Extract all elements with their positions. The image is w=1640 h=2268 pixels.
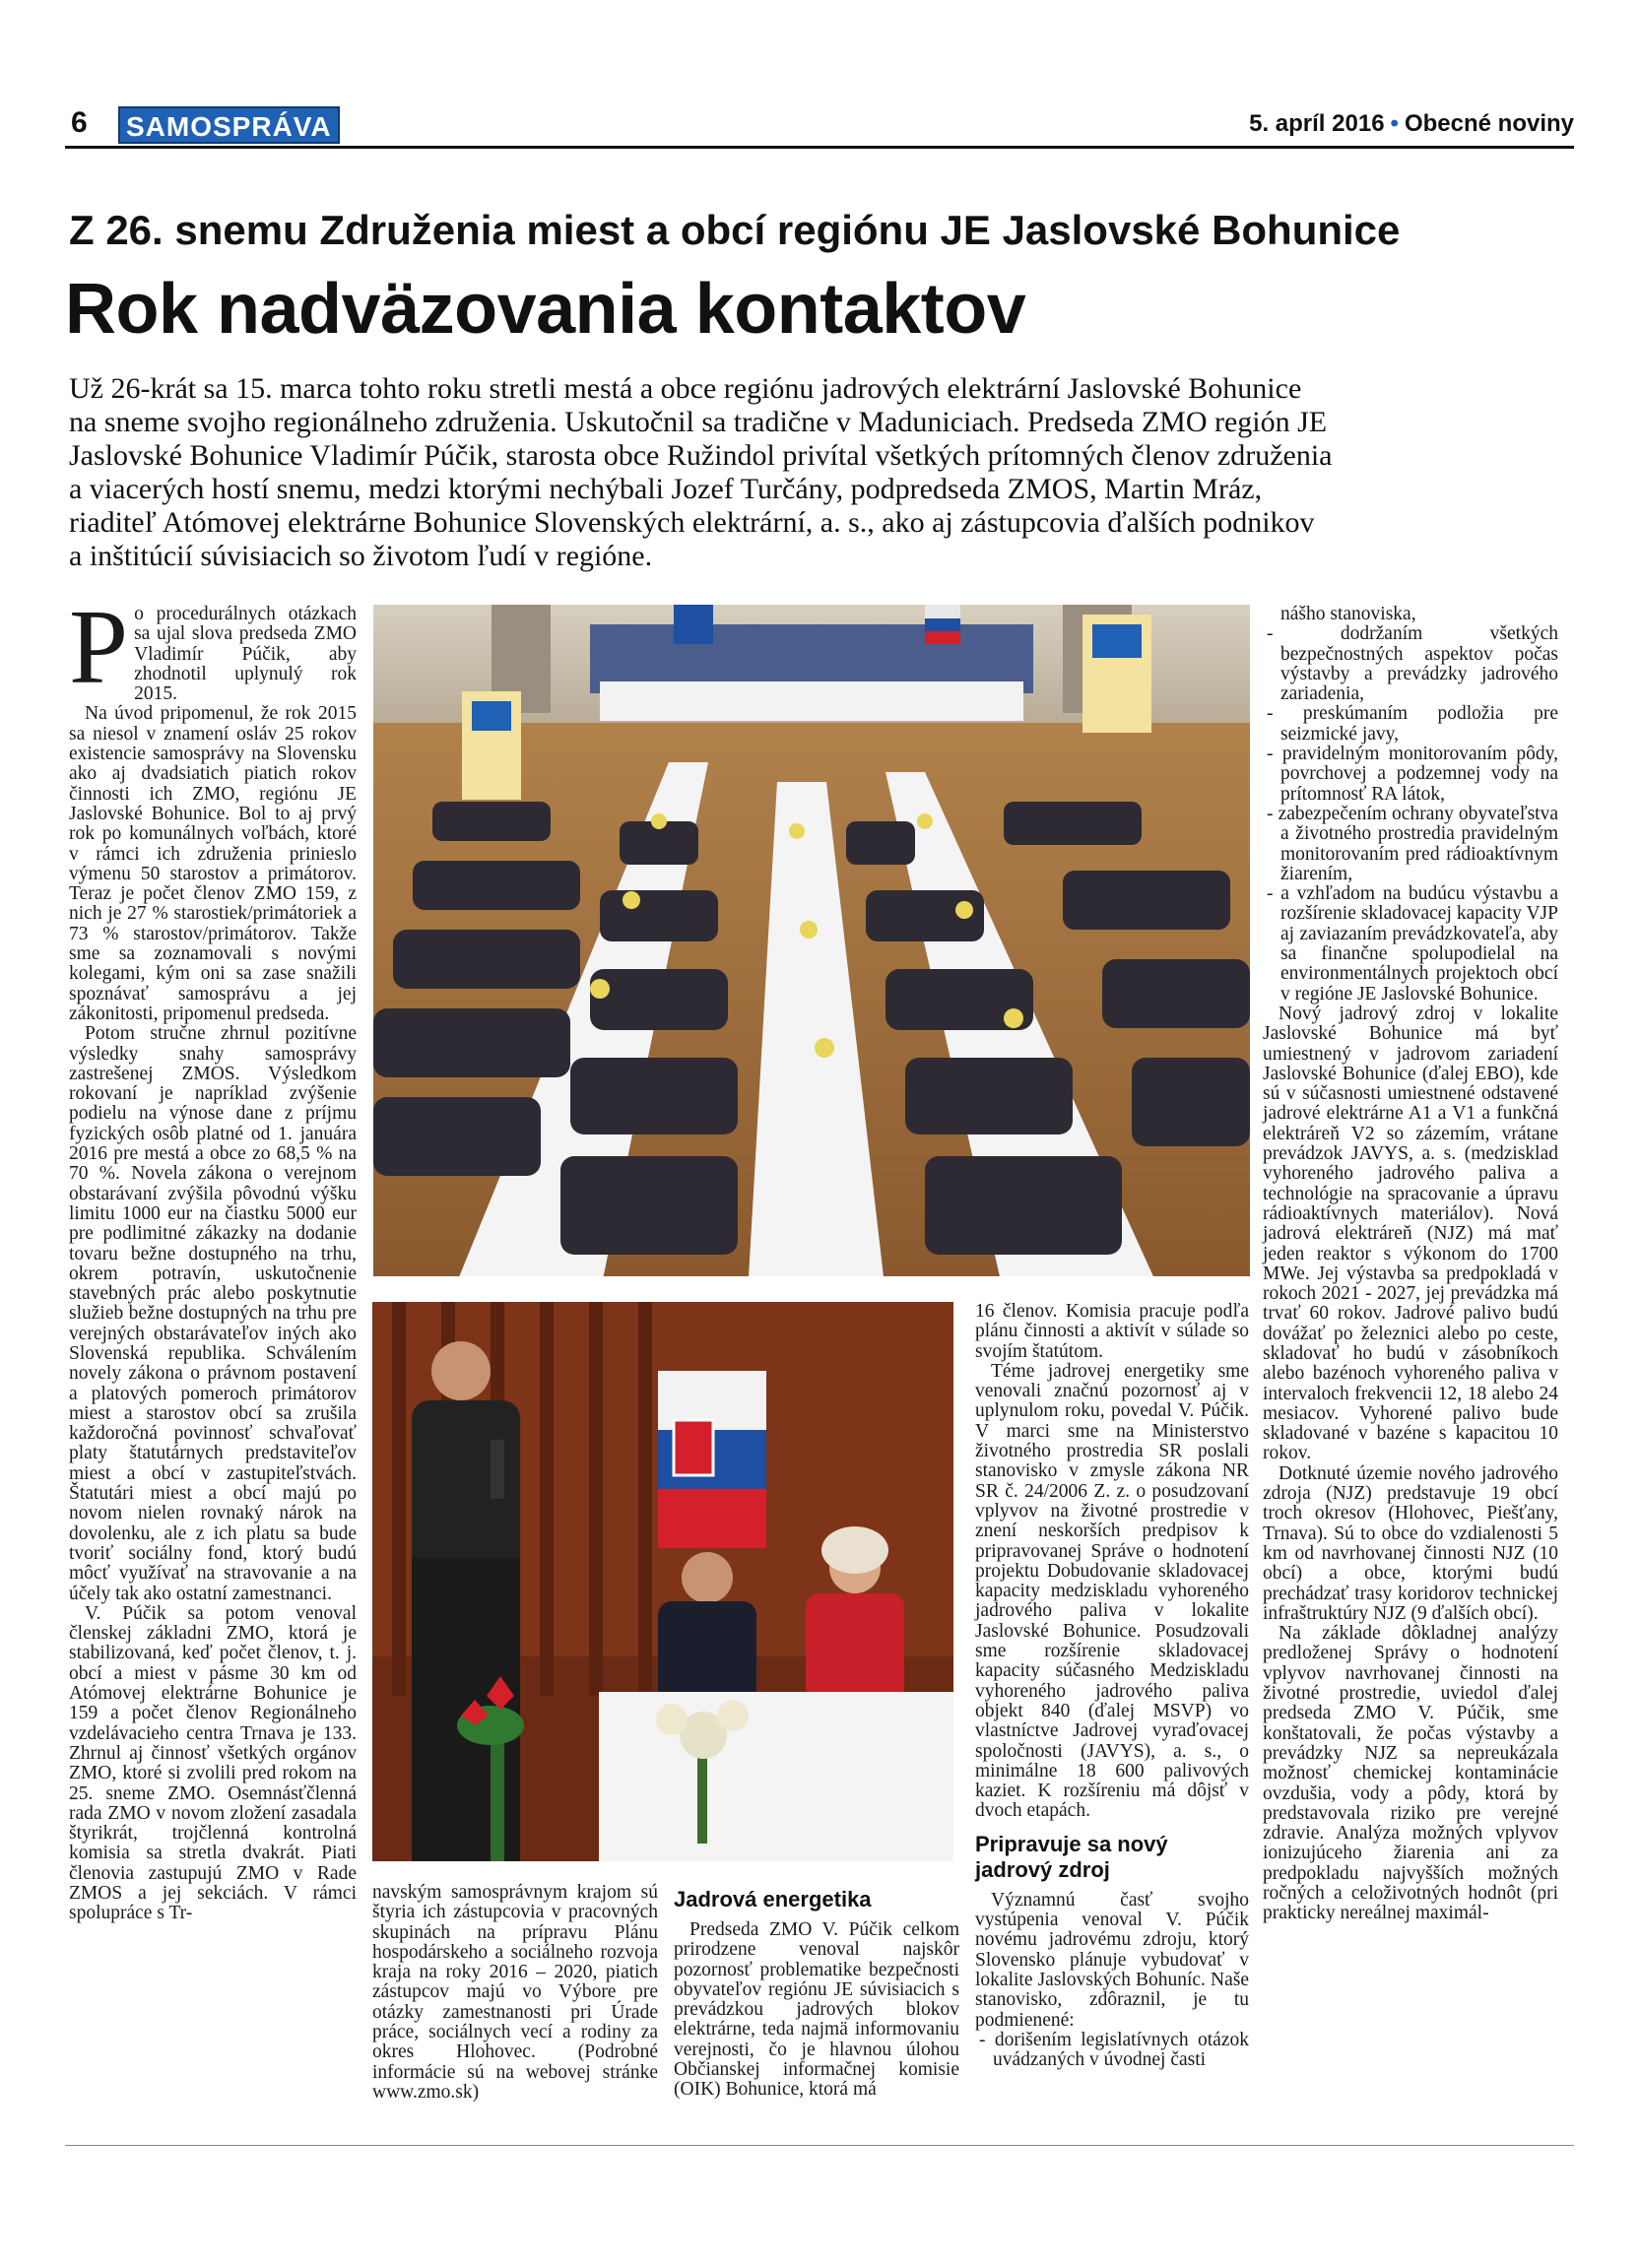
paragraph: V. Púčik sa potom venoval členskej základni ZMO, ktorá je stabilizovaná, keď počet členov, t. j. obcí a miest v pásme 30 km od Atómovej elektrárne Bohunice je 159 a počet členov Regionálneho vzdelávacieho centra Trnava je 133. Zhrnul aj činnosť všetkých orgánov ZMO, ktoré si zvolili pred rokom na 25. sneme ZMO. Osemnásťčlenná rada ZMO v novom zložení zasadala štyrikrát, trojčlenná kontrolná komisia sa stretla dvakrát. Piati členovia zastupujú ZMO v Rade ZMOS a jej sekciách. V rámci spolupráce s Tr- [69, 1602, 357, 1924]
issue-date: 5. apríl 2016 [1249, 110, 1385, 137]
paragraph: Nový jadrový zdroj v lokalite Jaslovské Bohunice má byť umiestnený v jadrovom zariadení Jaslovské Bohunice (ďalej EBO), kde sú v súčasnosti umiestnené odstavené jadrové elektrárne A1 a V1 a funkčná elektráreň V2 so zázemím, vrátane prevádzok JAVYS, a. s. (medzisklad vyhoreného jadrového paliva a technológie na spracovanie a úpravu rádioaktívnych materiálov). Nová jadrová elektráreň (NJZ) má mať jeden reaktor s výkonom do 1700 MWe. Jej výstavba sa predpokladá v rokoch 2021 - 2027, jej prevádzka má trvať 60 rokov. Jadrové palivo budú dovážať po železnici alebo po ceste, skladovať ho budú v zásobníkoch alebo bazénoch vyhoreného paliva v intervaloch frekvencii 12, 18 alebo 24 mesiacov. Vyhorené palivo bude skladované v bazéne s kapacitou 10 rokov. [1263, 1003, 1558, 1464]
paragraph: Téme jadrovej energetiky sme venovali značnú pozornosť aj v uplynulom roku, povedal V. Púčik. V marci sme na Ministerstvo životného prostredia SR poslali stanovisko v zmysle zákona NR SR č. 24/2006 Z. z. o posudzovaní vplyvov na životné prostredie v znení neskorších predpisov k pripravovanej Správe o hodnotení projektu Dobudovanie skladovacej kapacity medziskladu vyhoreného jadrového paliva v lokalite Jaslovské Bohunice. Posudzovali sme rozšírenie skladovacej kapacity súčasného Medziskladu vyhoreného jadrového paliva objekt 840 (ďalej MSVP) vo vlastníctve Jadrovej vyraďovacej spoločnosti (JAVYS), a. s., o minimálne 18 600 palivových kaziet. K rozšíreniu má dôjsť v dvoch etapách. [975, 1360, 1249, 1822]
paragraph: Potom stručne zhrnul pozitívne výsledky snahy samosprávy zastrešenej ZMOS. Výsledkom rokovaní je napríklad zvýšenie podielu na výnose dane z príjmu fyzických osôb platné od 1. januára 2016 pre mestá a obce zo 68,5 % na 70 %. Novela zákona o verejnom obstarávaní zvýšila pôvodnú výšku limitu 1000 eur na čiastku 5000 eur pre podlimitné zákazky na dodanie tovaru bežne dostupného na trhu, okrem potravín, uskutočnenie stavebných prác alebo poskytnutie služieb bežne dostupných na trhu pre verejných obstarávateľov iných ako Slovenská republika. Schválením novely zákona o právnom postavení a platových pomeroch primátorov miest a starostov obcí sa zrušila každoročná povinnosť schvaľovať platy štatutárnych predstaviteľov miest a obcí v zastupiteľstvách. Štatutári miest a obcí majú po novom nielen rovnaký nárok na dovolenku, ale z ich platu sa bude tvoriť sociálny fond, ktorý budú môcť využívať na stravovanie a na účely tak ako ostatní zamestnanci. [69, 1023, 357, 1604]
subheading-new-nuclear-source: Pripravuje sa nový jadrový zdroj [975, 1831, 1168, 1882]
conditions-list [1263, 624, 1558, 1004]
paragraph: Predseda ZMO V. Púčik celkom prirodzene venoval najskôr pozornosť problematike bezpečnosti obyvateľov regiónu JE súvisiacich s prevádzkou jadrových blokov elektrárne, teda najmä informovaniu verejnosti, čo je hlavnou úlohou Občianskej informačnej komisie (OIK) Bohunice, ktorá má [674, 1919, 959, 2101]
list-item: - pravidelným monitorovaním pôdy, povrchovej a podzemnej vody na prítomnosť RA látok, [1267, 744, 1558, 805]
list-item: - dorišením legislatívnych otázok uvádzaných v úvodnej časti [979, 2029, 1249, 2071]
article-lead [69, 372, 1576, 573]
paragraph: Po procedurálnych otázkach sa ujal slova predseda ZMO Vladimír Púčik, aby zhodnotil uplynulý rok 2015. [69, 589, 357, 706]
lead-line: Jaslovské Bohunice Vladimír Púčik, starosta obce Ružindol privítal všetkých prítomných členov združenia [69, 439, 1333, 472]
speaker-image [372, 1302, 953, 1861]
paragraph: Na základe dôkladnej analýzy predloženej Správy o hodnotení vplyvov navrhovanej činnosti na životné prostredie, uviedol ďalej predseda ZMO V. Púčik, sme konštatovali, že počas výstavby a prevádzky NJZ sa nepreukázala možnosť chemickej kontaminácie ovzdušia, vody a pôdy, ktorá by predstavovala riziko pre verejné zdravie. Analýza možných vplyvov ionizujúceho žiarenia ani za predpokladu najvyšších možných ročných a celoživotných hodnôt (pri prakticky nereálnej maximál- [1263, 1623, 1558, 1924]
list-item: - dodržaním všetkých bezpečnostných aspektov počas výstavby a prevádzky jadrového zariadenia, [1267, 623, 1558, 705]
conference-hall-image [373, 605, 1250, 1276]
lead-line: a inštitúcií súvisiacich so životom ľudí v regióne. [69, 540, 653, 572]
list-item: - preskúmaním podložia pre seizmické javy, [1267, 703, 1558, 745]
header-rule [65, 146, 1574, 149]
lead-line: riaditeľ Atómovej elektrárne Bohunice Slovenských elektrární, a. s., ako aj zástupcovia ďalších podnikov [69, 506, 1315, 539]
photo-speaker [372, 1302, 953, 1861]
lead-line: a viacerých hostí snemu, medzi ktorými nechýbali Jozef Turčány, podpredseda ZMOS, Martin Mráz, [69, 473, 1263, 505]
article-kicker: Z 26. snemu Združenia miest a obcí regiónu JE Jaslovské Bohunice [69, 207, 1401, 253]
article-headline: Rok nadväzovania kontaktov [65, 270, 1026, 349]
list-item: - a vzhľadom na budúcu výstavbu a rozšírenie skladovacej kapacity VJP aj zaviazaním prevádzkovateľa, aby sa finančne spolupodielal na environmentálnych projektoch obcí v regióne JE Jaslovské Bohunice. [1267, 883, 1558, 1004]
issue-info [1249, 108, 1574, 140]
separator-dot: • [1390, 110, 1399, 137]
paragraph: Na úvod pripomenul, že rok 2015 sa niesol v znamení osláv 25 rokov existencie samosprávy na Slovensku ako aj dvadsiatich piatich rokov činnosti ich ZMO, regiónu JE Jaslovské Bohunice. Bol to aj prvý rok po komunálnych voľbách, ktoré v rámci ich združenia prinieslo výmenu 50 starostov a primátorov. Teraz je počet členov ZMO 159, z nich je 27 % starostiek/primátoriek a 73 % starostov/primátorov. Takže sme sa zoznamovali s novými kolegami, kým oni sa zase snažili spoznávať samosprávu a jej zákonitosti, pripomenul predseda. [69, 703, 357, 1024]
list-item: - zabezpečením ochrany obyvateľstva a životného prostredia pravidelným monitorovaním pred rádioaktívnym žiarením, [1267, 803, 1558, 884]
paragraph: Dotknuté územie nového jadrového zdroja (NJZ) predstavuje 19 obcí troch okresov (Hlohovec, Piešťany, Trnava). Sú to obce do vzdialenosti 5 km od navrhovanej činnosti NJZ (10 obcí) a obce, ktorými budú prechádzať trasy koridorov technickej infraštruktúry NJZ (9 ďalších obcí). [1263, 1462, 1558, 1624]
lead-line: Už 26-krát sa 15. marca tohto roku stretli mestá a obce regiónu jadrových elektrární Jaslovské Bohunice [69, 372, 1302, 405]
conditions-list [975, 2031, 1249, 2071]
subheading-nuclear-energy: Jadrová energetika [674, 1887, 872, 1912]
paragraph: 16 členov. Komisia pracuje podľa plánu činnosti a aktivít v súlade so svojím štatútom. [975, 1301, 1249, 1362]
column-5 [1263, 605, 1558, 1924]
column-1 [69, 589, 357, 1924]
footer-rule [65, 2145, 1574, 2146]
section-label: SAMOSPRÁVA [118, 106, 340, 144]
photo-conference-hall [373, 605, 1250, 1276]
paragraph: Významnú časť svojho vystúpenia venoval V. Púčik novému jadrovému zdroju, ktorý Slovensko plánuje vybudovať v lokalite Jaslovských Bohuníc. Naše stanovisko, zdôraznil, je tu podmienené: [975, 1889, 1249, 2031]
publication-name: Obecné noviny [1404, 110, 1574, 137]
paragraph: nášho stanoviska, [1280, 604, 1416, 624]
column-3 [674, 1877, 959, 2101]
lead-line: na sneme svojho regionálneho združenia. Uskutočnil sa tradične v Maduniciach. Predseda ZMO región JE [69, 406, 1328, 438]
paragraph: navským samosprávnym krajom sú štyria ich zástupcovia v pracovných skupinách na prípravu Plánu hospodárskeho a sociálneho rozvoja kraja na roky 2016 – 2020, piatich zástupcov majú vo Výbore pre otázky zamestnanosti pri Úrade práce, sociálnych vecí a rodiny za okres Hlohovec. (Podrobné informácie sú na webovej stránke www.zmo.sk) [372, 1882, 658, 2103]
page-number: 6 [71, 106, 88, 139]
column-4 [975, 1302, 1249, 2070]
column-2 [372, 1883, 658, 2103]
